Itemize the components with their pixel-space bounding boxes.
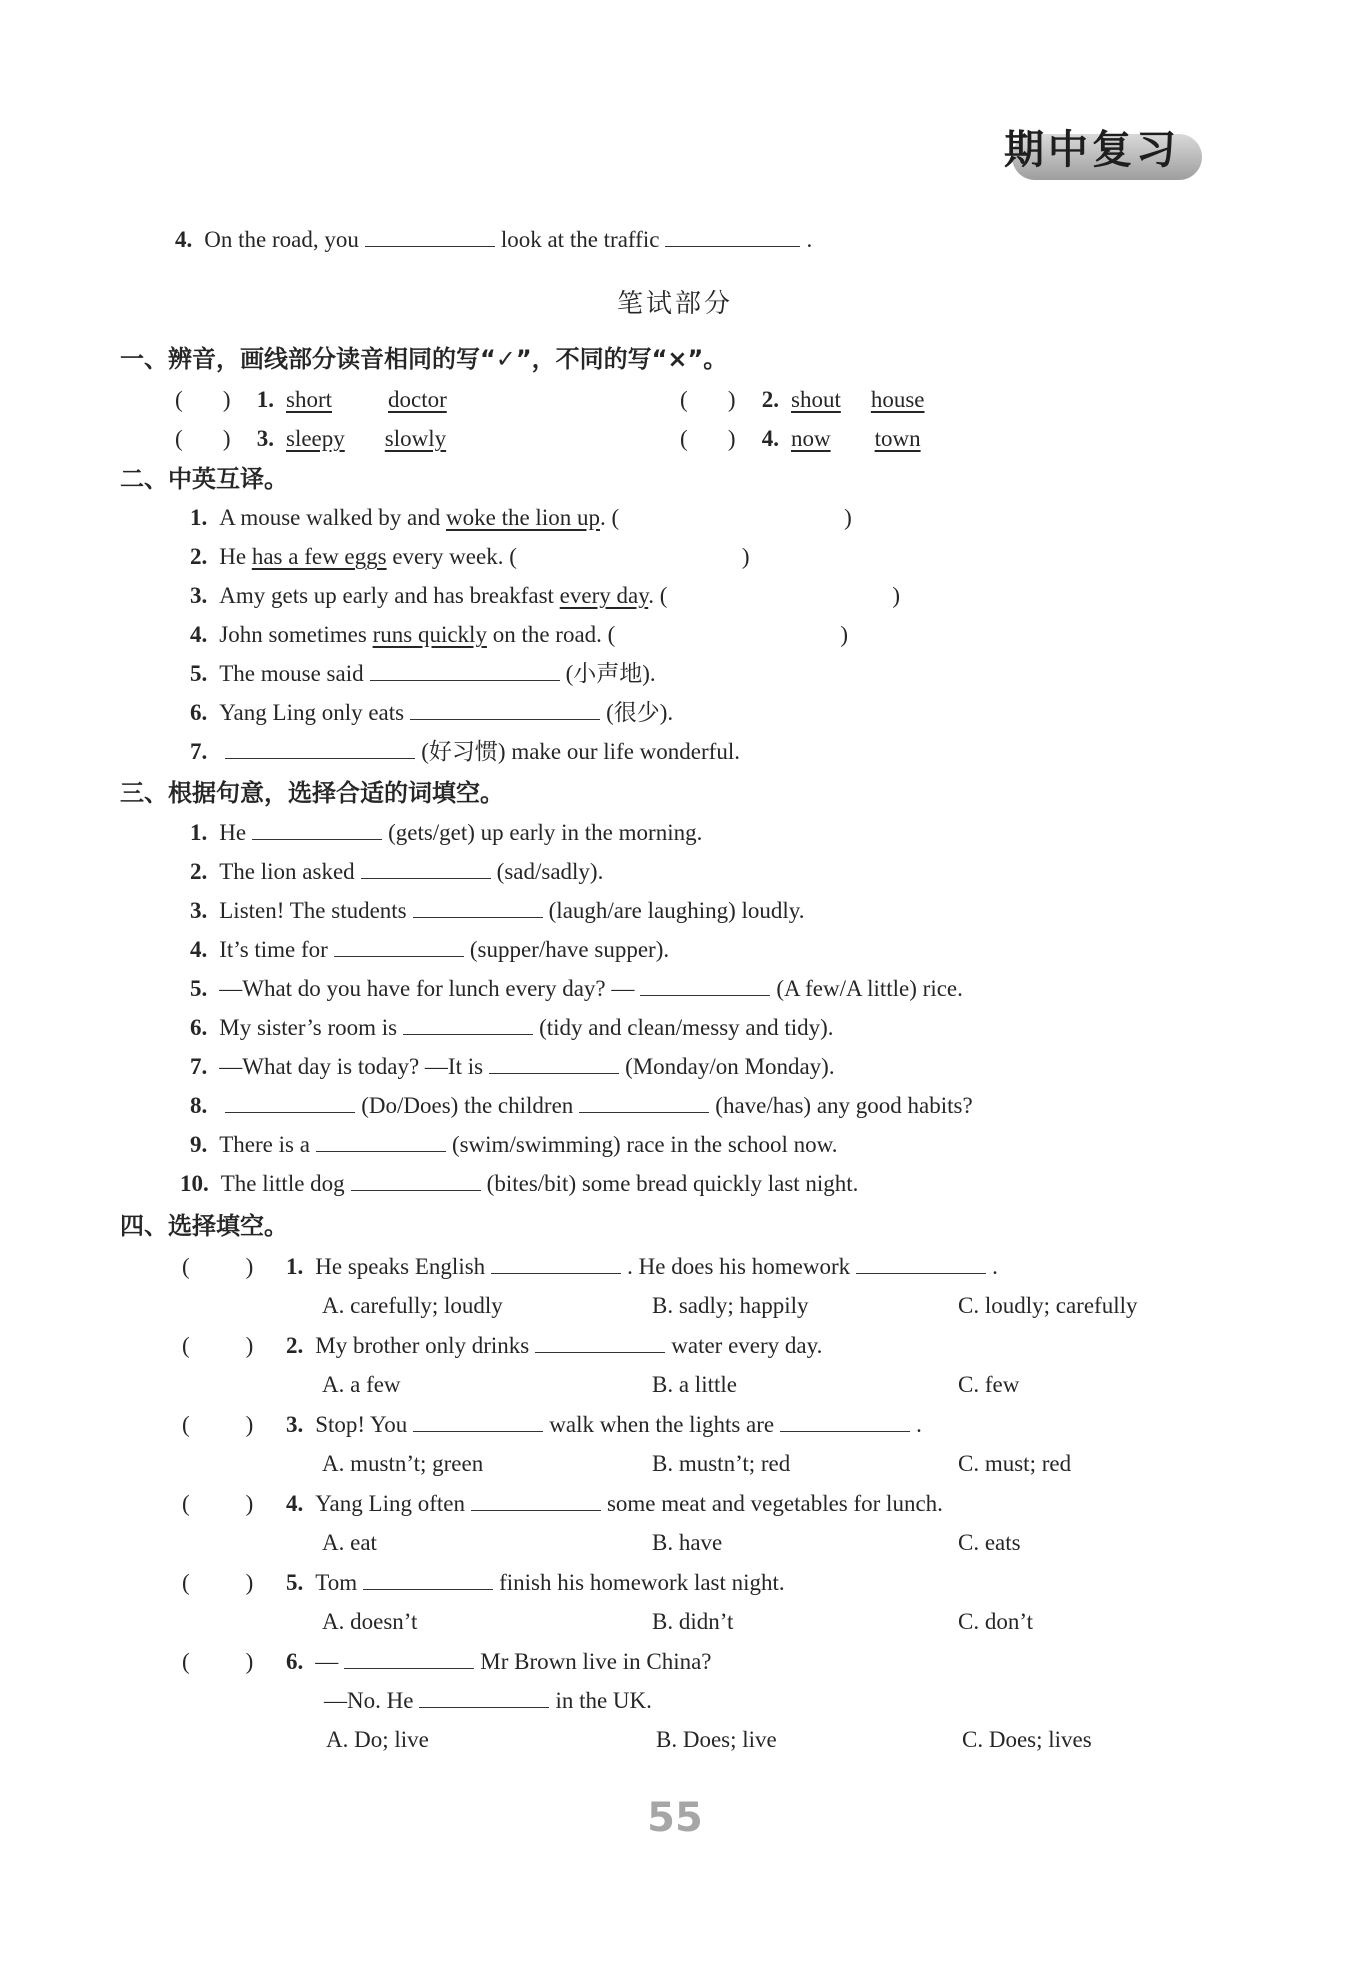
option-c[interactable]: C. eats — [958, 1530, 1021, 1555]
fill-item-10: 10. The little dog (bites/bit) some bread quickly last night. — [180, 1171, 859, 1196]
sound-item-2: ( ) 2. shout house — [680, 384, 925, 416]
fill-item-8: 8. (Do/Does) the children (have/has) any good habits? — [190, 1093, 973, 1118]
option-c[interactable]: C. must; red — [958, 1451, 1072, 1476]
answer-blank[interactable] — [856, 1253, 986, 1274]
fill-item-4: 4. It’s time for (supper/have supper). — [190, 937, 670, 962]
page-number: 55 — [647, 1795, 703, 1841]
section-4-heading: 四、选择填空。 — [120, 1212, 288, 1240]
answer-parens[interactable]: ( ) — [175, 387, 231, 412]
answer-blank[interactable] — [351, 1170, 481, 1191]
choice-item-6: ( ) 6. — Mr Brown live in China? — [182, 1646, 712, 1678]
translate-item-7: 7. (好习惯) make our life wonderful. — [190, 739, 740, 764]
translate-item-1: 1. A mouse walked by and woke the lion up. ( ) — [190, 505, 852, 530]
answer-blank[interactable] — [535, 1332, 665, 1353]
sound-item-3: ( ) 3. sleepy slowly — [175, 423, 446, 455]
choice-item-1: ( ) 1. He speaks English . He does his homework . — [182, 1251, 998, 1283]
answer-blank[interactable] — [225, 738, 415, 759]
answer-blank[interactable] — [410, 699, 600, 720]
answer-parens[interactable]: ( ) — [175, 426, 231, 451]
translate-item-2: 2. He has a few eggs every week. ( ) — [190, 544, 750, 569]
choice-item-6-line-2: —No. He in the UK. — [324, 1688, 652, 1713]
fill-item-2: 2. The lion asked (sad/sadly). — [190, 859, 604, 884]
answer-blank[interactable] — [489, 1053, 619, 1074]
choice-item-5: ( ) 5. Tom finish his homework last night. — [182, 1567, 785, 1599]
answer-parens[interactable]: ( ) — [680, 387, 736, 412]
answer-parens[interactable]: ( ) — [182, 1254, 254, 1279]
sound-item-1: ( ) 1. short doctor — [175, 384, 447, 416]
choice-item-3: ( ) 3. Stop! You walk when the lights are . — [182, 1409, 922, 1441]
listening-item-4: 4. On the road, you look at the traffic . — [175, 227, 813, 252]
option-a[interactable]: A. mustn’t; green — [322, 1451, 484, 1476]
option-a[interactable]: A. a few — [322, 1372, 401, 1397]
answer-blank[interactable] — [665, 226, 800, 247]
badge-title: 期中复习 — [1004, 127, 1180, 173]
answer-blank[interactable] — [225, 1092, 355, 1113]
choice-item-4: ( ) 4. Yang Ling often some meat and vegetables for lunch. — [182, 1488, 943, 1520]
translate-item-4: 4. John sometimes runs quickly on the road. ( ) — [190, 622, 849, 647]
option-c[interactable]: C. don’t — [958, 1609, 1033, 1634]
section-3-heading: 三、根据句意，选择合适的词填空。 — [120, 779, 504, 807]
option-c[interactable]: C. Does; lives — [962, 1727, 1092, 1752]
answer-blank[interactable] — [471, 1490, 601, 1511]
fill-item-6: 6. My sister’s room is (tidy and clean/messy and tidy). — [190, 1015, 834, 1040]
answer-parens[interactable]: ( ) — [182, 1570, 254, 1595]
sound-item-4: ( ) 4. now town — [680, 423, 921, 455]
section-1-heading: 一、辨音，画线部分读音相同的写“✓”，不同的写“×”。 — [120, 345, 728, 373]
option-b[interactable]: B. have — [652, 1530, 723, 1555]
fill-item-3: 3. Listen! The students (laugh/are laughing) loudly. — [190, 898, 805, 923]
translate-item-3: 3. Amy gets up early and has breakfast every day. ( ) — [190, 583, 901, 608]
option-b[interactable]: B. didn’t — [652, 1609, 734, 1634]
answer-blank[interactable] — [252, 819, 382, 840]
answer-blank[interactable] — [640, 975, 770, 996]
answer-blank[interactable] — [334, 936, 464, 957]
option-c[interactable]: C. few — [958, 1372, 1020, 1397]
answer-parens[interactable]: ( ) — [182, 1491, 254, 1516]
choice-item-2: ( ) 2. My brother only drinks water every day. — [182, 1330, 822, 1362]
section-2-heading: 二、中英互译。 — [120, 465, 288, 493]
answer-parens[interactable]: ( ) — [182, 1412, 254, 1437]
answer-blank[interactable] — [370, 660, 560, 681]
option-a[interactable]: A. Do; live — [326, 1727, 429, 1752]
answer-blank[interactable] — [363, 1569, 493, 1590]
answer-blank[interactable] — [579, 1092, 709, 1113]
answer-blank[interactable] — [413, 1411, 543, 1432]
answer-blank[interactable] — [365, 226, 495, 247]
answer-blank[interactable] — [403, 1014, 533, 1035]
unit-badge — [1004, 118, 1180, 175]
option-b[interactable]: B. Does; live — [656, 1727, 777, 1752]
fill-item-1: 1. He (gets/get) up early in the morning. — [190, 820, 703, 845]
translate-item-5: 5. The mouse said (小声地). — [190, 661, 656, 686]
section-title: 笔试部分 — [616, 289, 733, 319]
option-a[interactable]: A. eat — [322, 1530, 377, 1555]
option-a[interactable]: A. carefully; loudly — [322, 1293, 503, 1318]
answer-blank[interactable] — [361, 858, 491, 879]
answer-blank[interactable] — [413, 897, 543, 918]
option-b[interactable]: B. mustn’t; red — [652, 1451, 791, 1476]
answer-parens[interactable]: ( ) — [182, 1649, 254, 1674]
fill-item-9: 9. There is a (swim/swimming) race in the school now. — [190, 1132, 838, 1157]
answer-parens[interactable]: ( ) — [680, 426, 736, 451]
answer-blank[interactable] — [316, 1131, 446, 1152]
answer-blank[interactable] — [491, 1253, 621, 1274]
option-b[interactable]: B. a little — [652, 1372, 737, 1397]
answer-blank[interactable] — [419, 1687, 549, 1708]
answer-blank[interactable] — [344, 1648, 474, 1669]
fill-item-5: 5. —What do you have for lunch every day? — (A few/A little) rice. — [190, 976, 963, 1001]
option-b[interactable]: B. sadly; happily — [652, 1293, 809, 1318]
translate-item-6: 6. Yang Ling only eats (很少). — [190, 700, 674, 725]
option-a[interactable]: A. doesn’t — [322, 1609, 418, 1634]
fill-item-7: 7. —What day is today? —It is (Monday/on Monday). — [190, 1054, 835, 1079]
option-c[interactable]: C. loudly; carefully — [958, 1293, 1138, 1318]
answer-parens[interactable]: ( ) — [182, 1333, 254, 1358]
answer-blank[interactable] — [780, 1411, 910, 1432]
